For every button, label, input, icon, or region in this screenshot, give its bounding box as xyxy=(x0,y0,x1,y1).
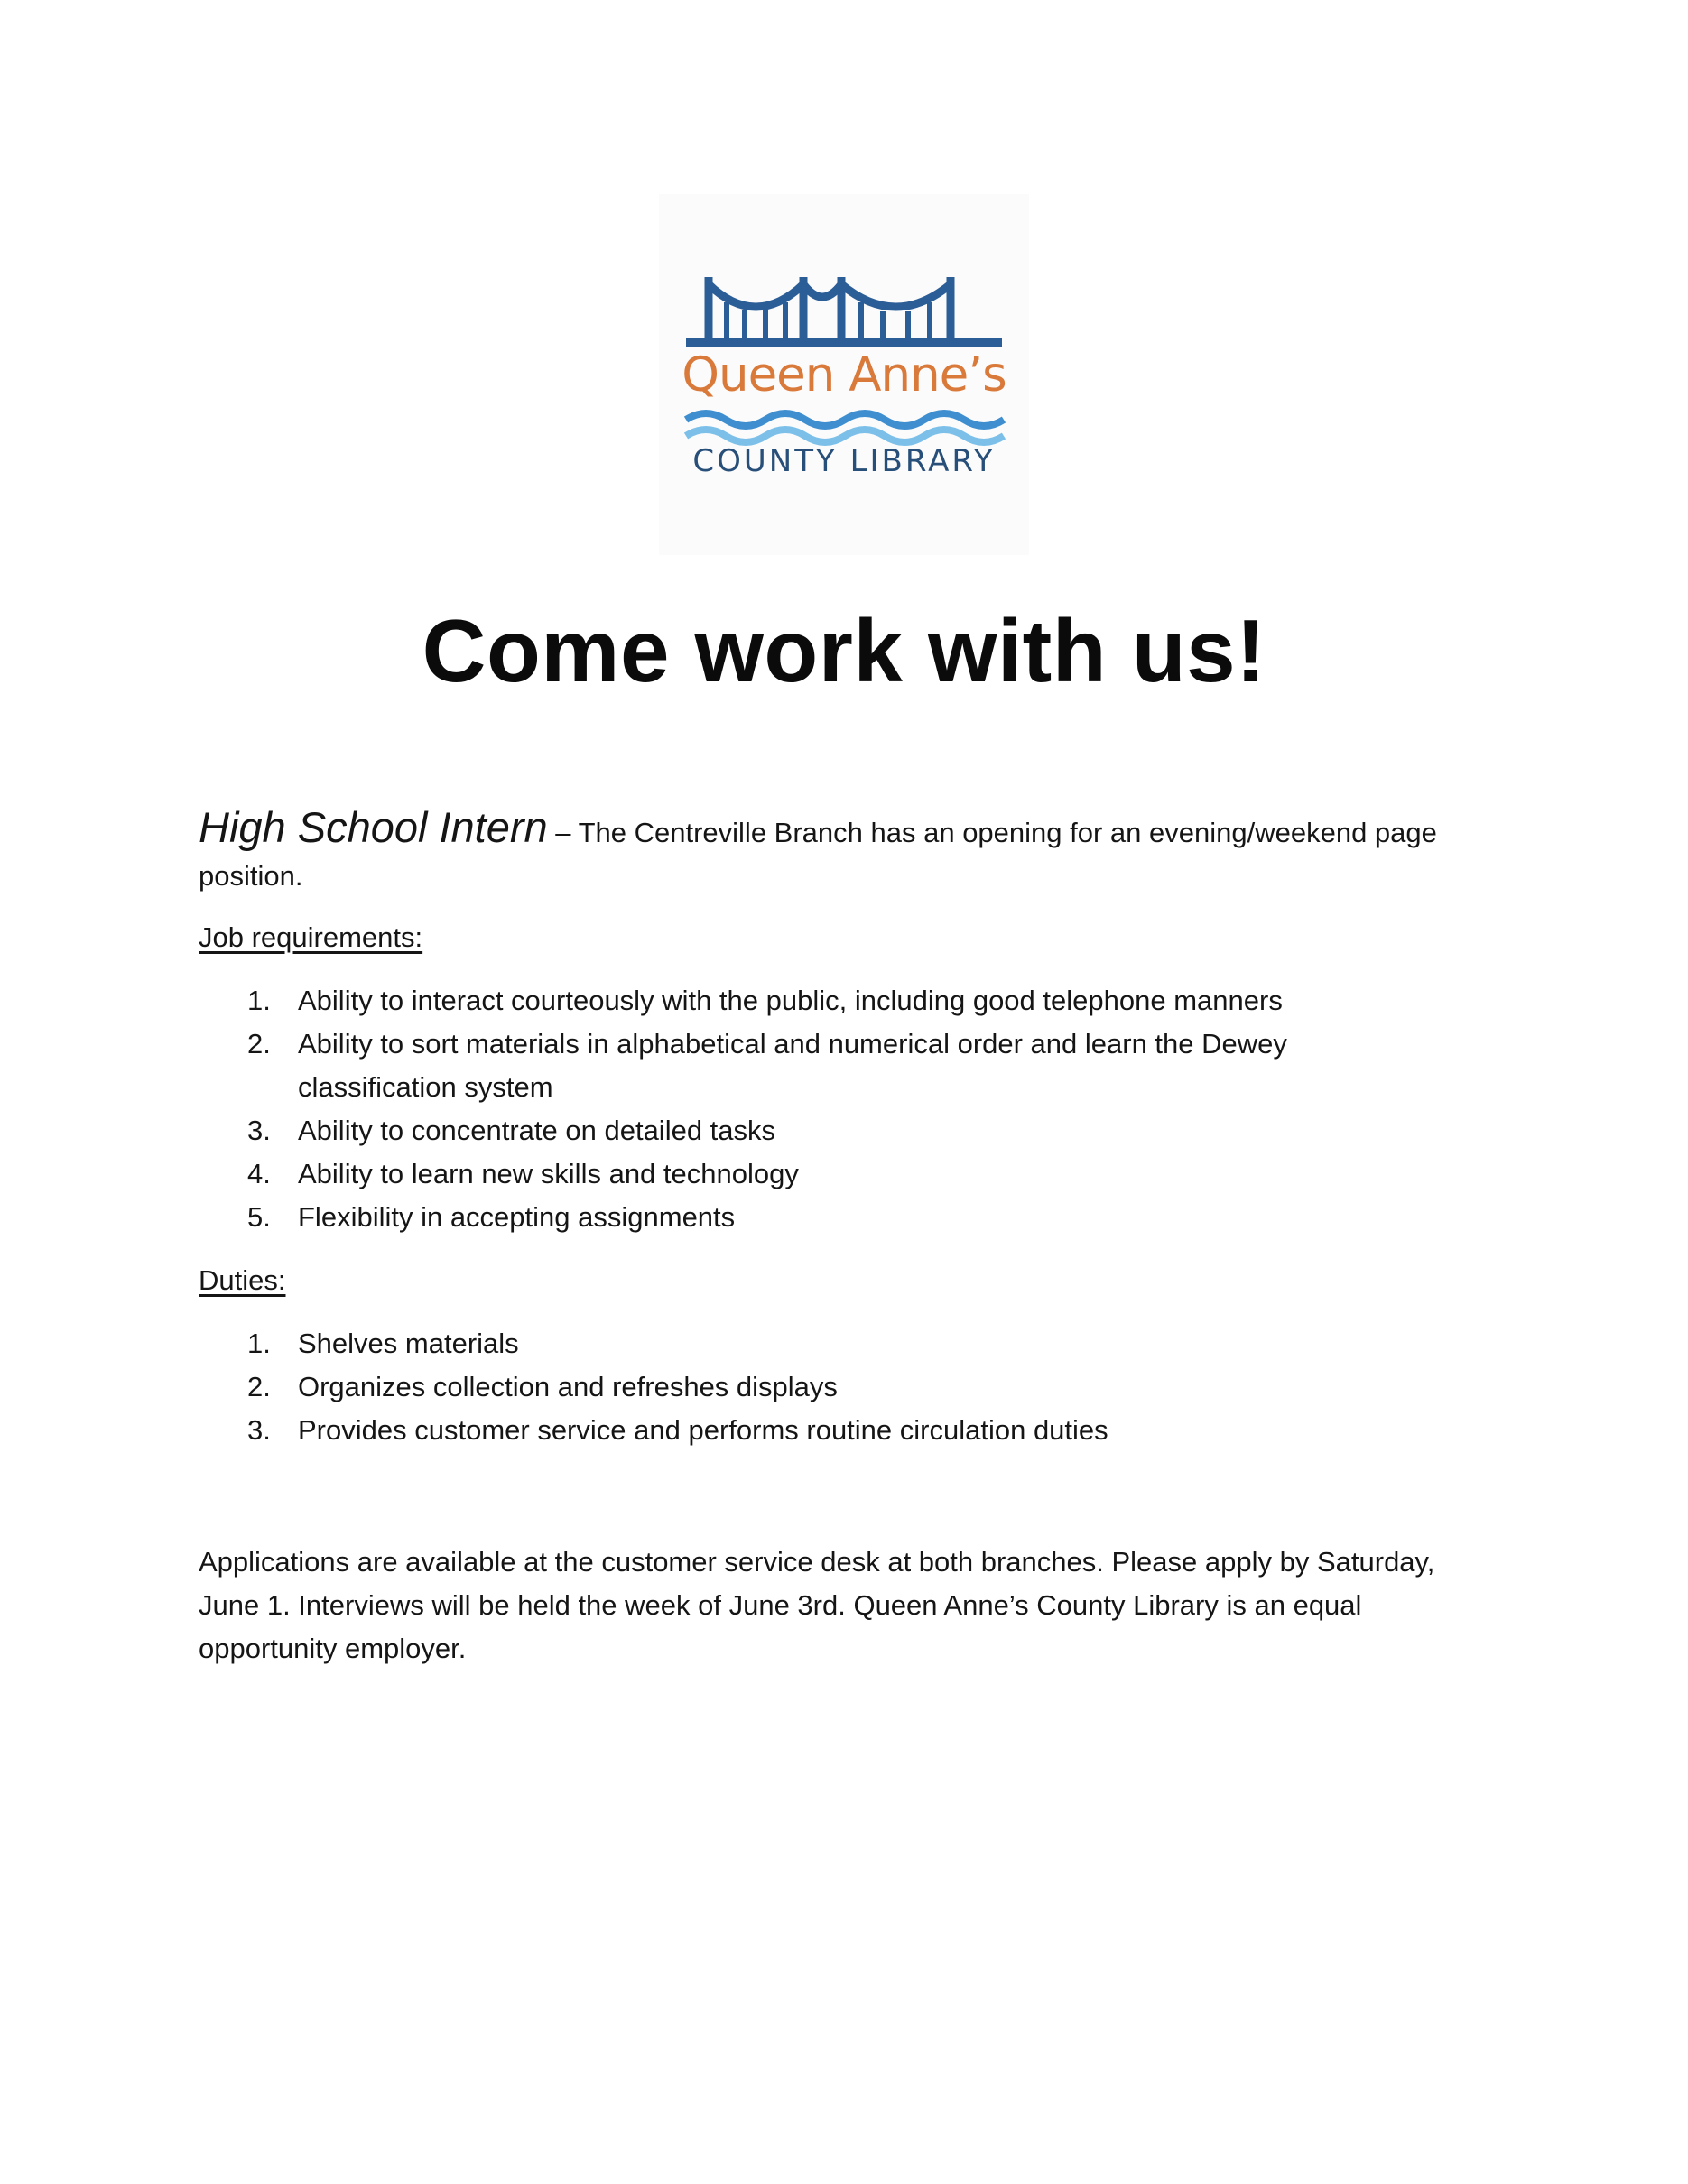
list-text: Ability to concentrate on detailed tasks xyxy=(298,1115,776,1146)
list-text: Organizes collection and refreshes displays xyxy=(298,1371,838,1402)
document-body xyxy=(199,803,1498,1670)
page-title: Come work with us! xyxy=(422,601,1266,700)
duties-list xyxy=(199,1322,1498,1452)
list-item xyxy=(199,1109,1498,1152)
list-text: Shelves materials xyxy=(298,1328,519,1359)
list-number: 3. xyxy=(247,1414,271,1446)
list-text: Ability to sort materials in alphabetical and numerical order and learn the Dewey classification system xyxy=(298,1028,1287,1103)
list-text: Ability to interact courteously with the public, including good telephone manners xyxy=(298,985,1283,1016)
list-text: Flexibility in accepting assignments xyxy=(298,1201,736,1233)
list-number: 1. xyxy=(247,1328,271,1359)
list-number: 5. xyxy=(247,1201,271,1233)
list-item xyxy=(199,1023,1498,1109)
logo-name: Queen Anne’s xyxy=(682,347,1006,403)
position-title: High School Intern xyxy=(199,803,548,851)
library-logo xyxy=(659,194,1029,555)
list-text: Ability to learn new skills and technology xyxy=(298,1158,799,1189)
list-item xyxy=(199,1196,1498,1239)
list-text: Provides customer service and performs routine circulation duties xyxy=(298,1414,1108,1446)
list-number: 2. xyxy=(247,1371,271,1402)
closing-paragraph: Applications are available at the customer service desk at both branches. Please apply by Saturday, June 1. Interviews will be held the week of June 3rd. Queen Anne’s County Library is an equal opportunity employer. xyxy=(199,1546,1435,1664)
wave-icon xyxy=(686,413,1004,426)
requirements-heading: Job requirements: xyxy=(199,921,423,953)
list-number: 4. xyxy=(247,1158,271,1189)
list-item xyxy=(199,979,1498,1023)
list-number: 3. xyxy=(247,1115,271,1146)
list-number: 2. xyxy=(247,1028,271,1060)
intro-text: – The Centreville Branch has an opening for an evening/weekend page position. xyxy=(199,817,1437,892)
requirements-list xyxy=(199,979,1498,1239)
duties-heading: Duties: xyxy=(199,1264,286,1296)
intro-paragraph xyxy=(199,803,1498,898)
list-item xyxy=(199,1152,1498,1196)
list-item xyxy=(199,1365,1498,1409)
list-item xyxy=(199,1322,1498,1365)
list-item xyxy=(199,1409,1498,1452)
list-number: 1. xyxy=(247,985,271,1016)
logo-subtitle: COUNTY LIBRARY xyxy=(692,443,996,479)
